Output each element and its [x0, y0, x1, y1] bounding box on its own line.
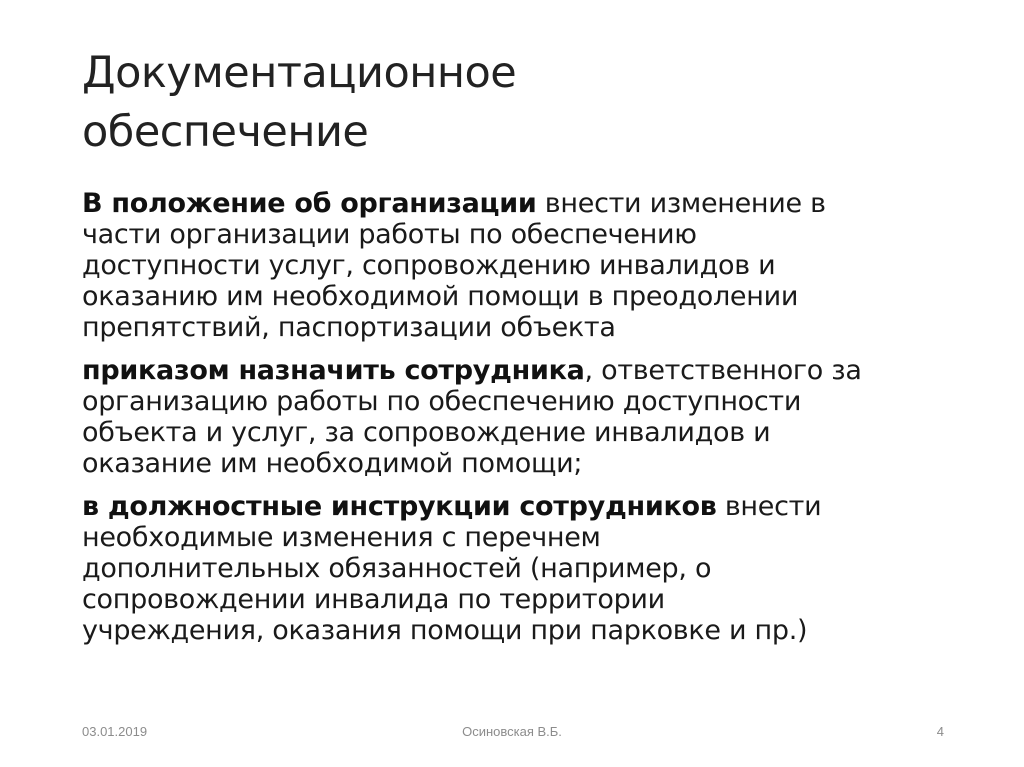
paragraph-job-instructions [82, 491, 962, 646]
text-line: необходимые изменения с перечнем [82, 522, 601, 553]
paragraph-order [82, 355, 962, 479]
text-line: объекта и услуг, за сопровождение инвалидов и [82, 417, 771, 448]
text-line: части организации работы по обеспечению [82, 219, 697, 250]
text-line: сопровождении инвалида по территории [82, 584, 665, 615]
paragraph-first-line [82, 355, 962, 386]
bold-lead: в должностные инструкции сотрудников [82, 491, 717, 522]
text-line: оказание им необходимой помощи; [82, 448, 583, 479]
slide-title [82, 44, 942, 162]
slide-body [82, 188, 962, 658]
footer-date: 03.01.2019 [82, 724, 148, 739]
bold-lead: приказом назначить сотрудника [82, 355, 585, 386]
footer-page-number: 4 [936, 724, 944, 739]
paragraph-regulation [82, 188, 962, 343]
text-run: внести изменение в [536, 188, 826, 219]
text-line: учреждения, оказания помощи при парковке и пр.) [82, 615, 808, 646]
text-line: дополнительных обязанностей (например, о [82, 553, 712, 584]
text-line: оказанию им необходимой помощи в преодолении [82, 281, 799, 312]
text-line: препятствий, паспортизации объекта [82, 312, 616, 343]
text-run: , ответственного за [584, 355, 862, 386]
paragraph-first-line [82, 491, 962, 522]
slide-title-line: Документационное [82, 48, 517, 98]
bold-lead: В положение об организации [82, 188, 537, 219]
footer-author: Осиновская В.Б. [462, 724, 562, 739]
text-line: организацию работы по обеспечению доступности [82, 386, 802, 417]
text-run: внести [716, 491, 822, 522]
text-line: доступности услуг, сопровождению инвалидов и [82, 250, 776, 281]
paragraph-first-line [82, 188, 962, 219]
slide-title-line: обеспечение [82, 107, 369, 157]
